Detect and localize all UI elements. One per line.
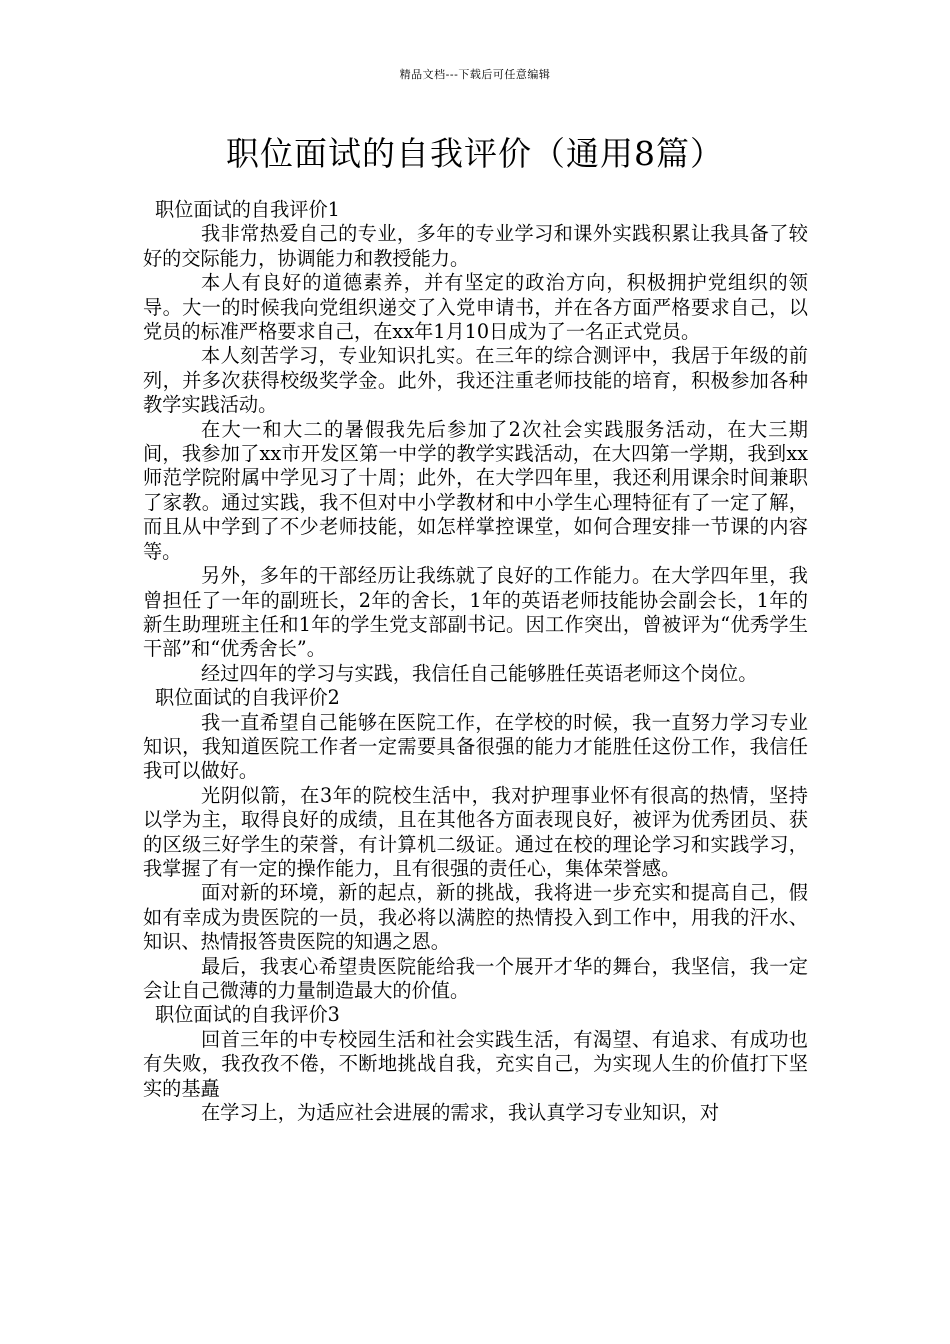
paragraph: 经过四年的学习与实践，我信任自己能够胜任英语老师这个岗位。 (201, 661, 758, 685)
paragraph: 回首三年的中专校园生活和社会实践生活，有渴望、有追求、有成功也有失败，我孜孜不倦，不断地挑战自我，充实自己，为实现人生的价值打下坚实的基矗 (143, 1027, 808, 1100)
paragraph: 我非常热爱自己的专业，多年的专业学习和课外实践积累让我具备了较好的交际能力，协调能力和教授能力。 (143, 222, 808, 270)
section-2 (143, 686, 808, 1003)
document-title: 职位面试的自我评价（通用8篇） (226, 134, 724, 173)
paragraph: 本人有良好的道德素养，并有坚定的政治方向，积极拥护党组织的领导。大一的时候我向党组织递交了入党申请书，并在各方面严格要求自己，以党员的标准严格要求自己，在xx年1月10日成为了一名正式党员。 (143, 271, 808, 344)
paragraph: 最后，我衷心希望贵医院能给我一个展开才华的舞台，我坚信，我一定会让自己微薄的力量制造最大的价值。 (143, 954, 808, 1002)
paragraph: 面对新的环境，新的起点，新的挑战，我将进一步充实和提高自己，假如有幸成为贵医院的一员，我必将以满腔的热情投入到工作中，用我的汗水、知识、热情报答贵医院的知遇之恩。 (143, 881, 808, 954)
section-1 (143, 198, 808, 686)
section-3 (143, 1003, 808, 1125)
section-heading: 职位面试的自我评价1 (155, 198, 340, 221)
paragraph: 在学习上，为适应社会进展的需求，我认真学习专业知识，对 (201, 1101, 720, 1125)
section-heading: 职位面试的自我评价3 (155, 1003, 340, 1027)
section-heading: 职位面试的自我评价2 (155, 686, 340, 710)
paragraph: 光阴似箭，在3年的院校生活中，我对护理事业怀有很高的热情，坚持以学为主，取得良好的成绩，且在其他各方面表现良好，被评为优秀团员、获的区级三好学生的荣誉，有计算机二级证。通过在校的理论学习和实践学习，我掌握了有一定的操作能力，且有很强的责任心，集体荣誉感。 (143, 783, 808, 880)
paragraph: 我一直希望自己能够在医院工作，在学校的时候，我一直努力学习专业知识，我知道医院工作者一定需要具备很强的能力才能胜任这份工作，我信任我可以做好。 (143, 710, 808, 783)
paragraph: 本人刻苦学习，专业知识扎实。在三年的综合测评中，我居于年级的前列，并多次获得校级奖学金。此外，我还注重老师技能的培育，积极参加各种教学实践活动。 (143, 344, 808, 417)
paragraph: 另外，多年的干部经历让我练就了良好的工作能力。在大学四年里，我曾担任了一年的副班长，2年的舍长，1年的英语老师技能协会副会长，1年的新生助理班主任和1年的学生党支部副书记。因工作突出，曾被评为“优秀学生干部”和“优秀舍长”。 (143, 564, 808, 661)
header-note: 精品文档---下载后可任意编辑 (399, 68, 551, 81)
paragraph: 在大一和大二的暑假我先后参加了2次社会实践服务活动，在大三期间，我参加了xx市开发区第一中学的教学实践活动，在大四第一学期，我到xx师范学院附属中学见习了十周；此外，在大学四年里，我还利用课余时间兼职了家教。通过实践，我不但对中小学教材和中小学生心理特征有了一定了解，而且从中学到了不少老师技能，如怎样掌控课堂，如何合理安排一节课的内容等。 (143, 417, 808, 563)
document-body (143, 198, 808, 1125)
